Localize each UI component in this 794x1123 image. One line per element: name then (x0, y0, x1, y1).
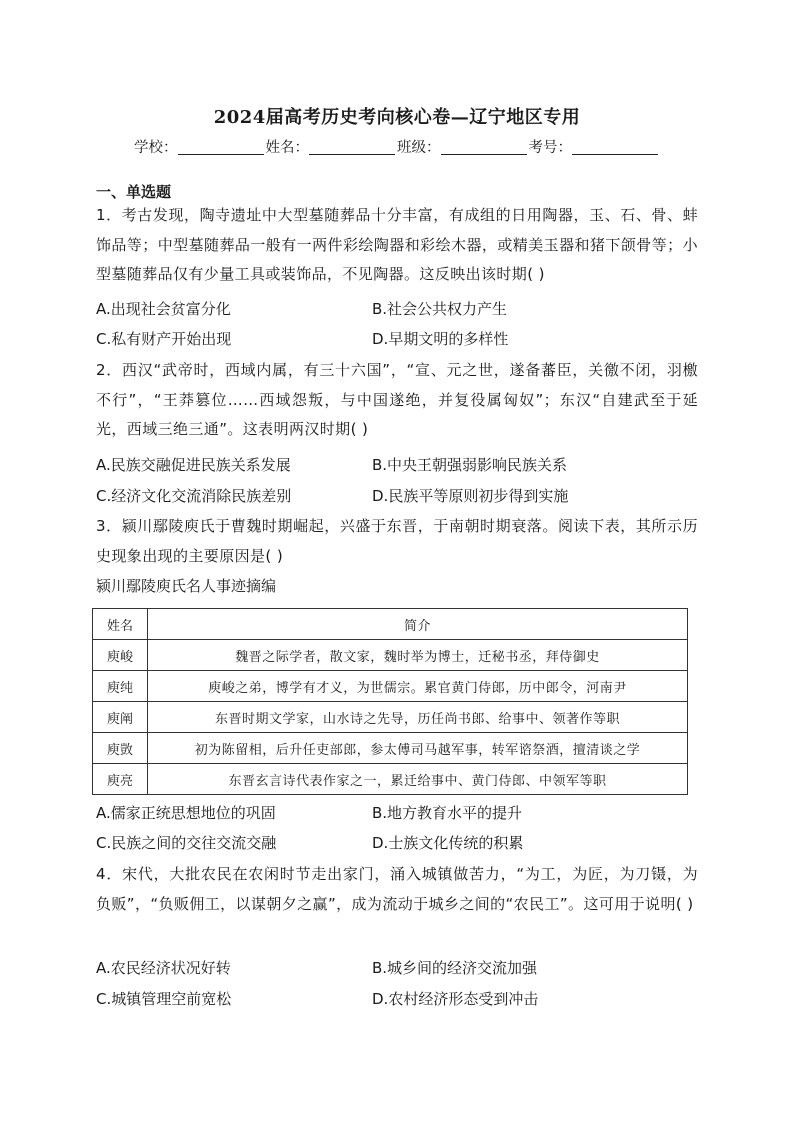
question-4-option-c[interactable]: C.城镇管理空前宽松 (96, 990, 232, 1008)
question-3-option-c[interactable]: C.民族之间的交往交流交融 (96, 834, 277, 852)
table-cell-name: 庾敳 (93, 733, 148, 764)
number-blank[interactable] (572, 140, 658, 155)
table-cell-name: 庾亮 (93, 764, 148, 795)
table-cell-name: 庾阐 (93, 702, 148, 733)
number-label: 考号： (528, 140, 572, 156)
student-info-line (0, 136, 794, 157)
table-cell-name: 庾纯 (93, 671, 148, 702)
section-heading: 一、单选题 (96, 183, 172, 201)
table-cell-desc: 魏晋之际学者，散文家，魏时举为博士，迁秘书丞，拜侍御史 (148, 640, 688, 671)
question-4-option-b[interactable]: B.城乡间的经济交流加强 (372, 959, 538, 977)
table-header-row (93, 609, 688, 640)
table-header-name: 姓名 (93, 609, 148, 640)
table-header-desc: 简介 (148, 609, 688, 640)
table-row (93, 640, 688, 671)
question-2-stem: 2．西汉“武帝时，西域内属，有三十六国”，“宣、元之世，遂备蕃臣，关徼不闭，羽檄不行”，“王莽篡位……西域怨叛，与中国遂绝，并复役属匈奴”；东汉“自建武至于延光，西域三绝三通”。这表明两汉时期( ) (96, 361, 698, 438)
question-2-option-c[interactable]: C.经济文化交流消除民族差别 (96, 487, 292, 505)
table-cell-desc: 东晋时期文学家，山水诗之先导，历任尚书郎、给事中、领著作等职 (148, 702, 688, 733)
question-1-option-b[interactable]: B.社会公共权力产生 (372, 300, 508, 318)
table-row (93, 733, 688, 764)
name-label: 姓名： (265, 140, 309, 156)
question-1-option-c[interactable]: C.私有财产开始出现 (96, 330, 232, 348)
table-row (93, 702, 688, 733)
table-cell-name: 庾峻 (93, 640, 148, 671)
school-blank[interactable] (178, 140, 264, 155)
name-blank[interactable] (309, 140, 395, 155)
table-cell-desc: 庾峻之弟，博学有才义，为世儒宗。累官黄门侍郎，历中郎令，河南尹 (148, 671, 688, 702)
question-2-option-b[interactable]: B.中央王朝强弱影响民族关系 (372, 456, 568, 474)
question-2-option-d[interactable]: D.民族平等原则初步得到实施 (372, 487, 569, 505)
page-title: 2024届高考历史考向核心卷—辽宁地区专用 (213, 107, 581, 128)
question-1-option-d[interactable]: D.早期文明的多样性 (372, 330, 509, 348)
question-3-option-d[interactable]: D.士族文化传统的积累 (372, 834, 524, 852)
class-blank[interactable] (441, 140, 527, 155)
table-cell-desc: 东晋玄言诗代表作家之一，累迁给事中、黄门侍郎、中领军等职 (148, 764, 688, 795)
question-3-stem: 3．颍川鄢陵庾氏于曹魏时期崛起，兴盛于东晋，于南朝时期衰落。阅读下表，其所示历史现象出现的主要原因是( ) (96, 517, 698, 565)
question-3-option-b[interactable]: B.地方教育水平的提升 (372, 804, 523, 822)
question-4-option-d[interactable]: D.农村经济形态受到冲击 (372, 990, 539, 1008)
school-label: 学校： (134, 140, 178, 156)
question-4-stem: 4．宋代，大批农民在农闲时节走出家门，涌入城镇做苦力，“为工，为匠，为刀镊，为负贩”，“负贩佣工，以谋朝夕之赢”，成为流动于城乡之间的“农民工”。这可用于说明( ) (96, 865, 698, 913)
table-caption: 颍川鄢陵庾氏名人事迹摘编 (96, 577, 277, 595)
figures-table (92, 608, 688, 795)
class-label: 班级： (397, 140, 441, 156)
table-row (93, 671, 688, 702)
table-row (93, 764, 688, 795)
question-4-option-a[interactable]: A.农民经济状况好转 (96, 959, 231, 977)
question-1-option-a[interactable]: A.出现社会贫富分化 (96, 300, 231, 318)
table-cell-desc: 初为陈留相，后升任吏部郎，参太傅司马越军事，转军谘祭酒，擅清谈之学 (148, 733, 688, 764)
question-1-stem: 1．考古发现，陶寺遗址中大型墓随葬品十分丰富，有成组的日用陶器，玉、石、骨、蚌饰品等；中型墓随葬品一般有一两件彩绘陶器和彩绘木器，或精美玉器和猪下颌骨等；小型墓随葬品仅有少量工具或装饰品，不见陶器。这反映出该时期( ) (96, 206, 698, 283)
question-2-option-a[interactable]: A.民族交融促进民族关系发展 (96, 456, 291, 474)
question-3-option-a[interactable]: A.儒家正统思想地位的巩固 (96, 804, 276, 822)
